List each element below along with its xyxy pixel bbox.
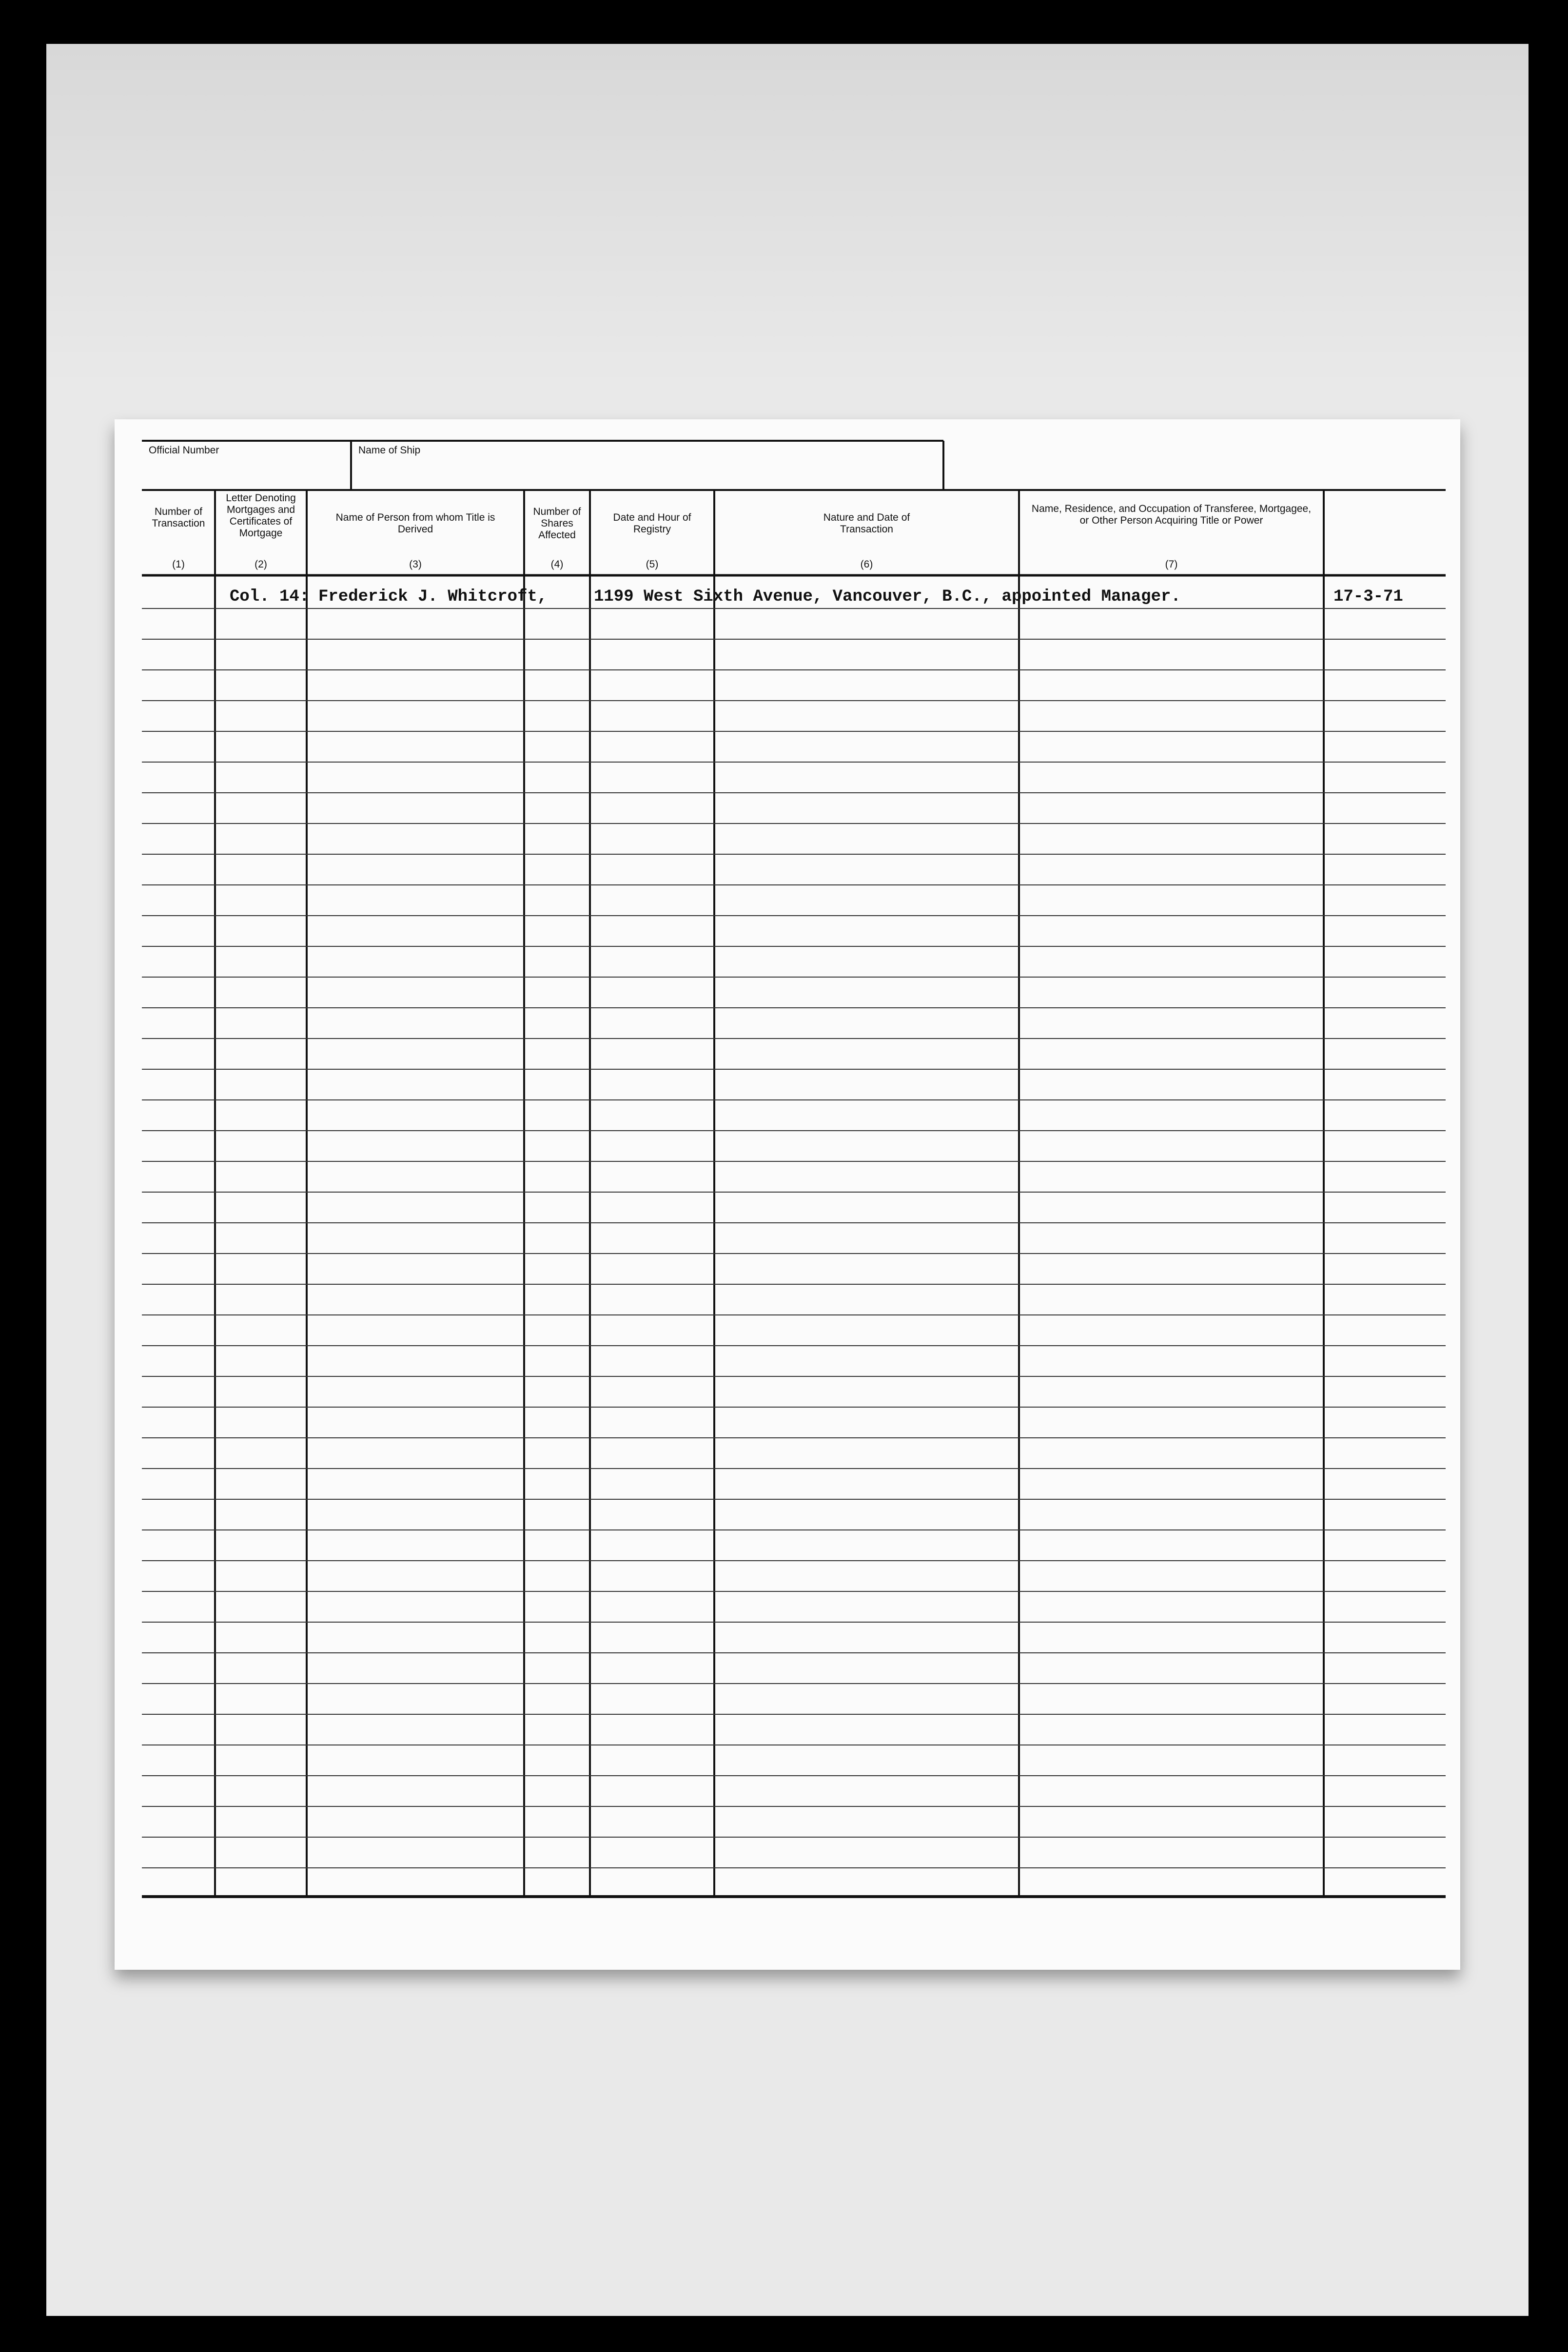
col2-number: (2) — [255, 559, 267, 570]
col5-number: (5) — [646, 559, 659, 570]
col1-header: Number of Transaction — [152, 506, 205, 529]
col3-number: (3) — [409, 559, 422, 570]
col4-header: Number of Shares Affected — [533, 506, 581, 541]
col2-header: Letter Denoting Mortgages and Certificates of Mortgage — [226, 492, 296, 539]
register-form — [115, 419, 1460, 1970]
col7-header: Name, Residence, and Occupation of Transferee, Mortgagee, or Other Person Acquiring Title or Power — [1031, 503, 1312, 526]
entry-date: 17-3-71 — [1333, 588, 1403, 606]
official-number-label: Official Number — [149, 445, 219, 456]
col7-number: (7) — [1165, 559, 1178, 570]
form-grid — [115, 419, 1460, 1970]
col1-number: (1) — [172, 559, 185, 570]
col4-number: (4) — [550, 559, 564, 570]
name-of-ship-label: Name of Ship — [358, 445, 421, 456]
col5-header: Date and Hour of Registry — [613, 512, 691, 535]
col6-number: (6) — [860, 559, 873, 570]
col6-header: Nature and Date of Transaction — [823, 512, 910, 535]
mount-shadow — [46, 44, 1529, 385]
entry-address: 1199 West Sixth Avenue, Vancouver, B.C., appointed Manager. — [594, 588, 1181, 606]
entry-col-ref: Col. 14: — [230, 588, 310, 606]
entry-name: Frederick J. Whitcroft, — [318, 588, 548, 606]
col3-header: Name of Person from whom Title is Derived — [335, 512, 495, 535]
